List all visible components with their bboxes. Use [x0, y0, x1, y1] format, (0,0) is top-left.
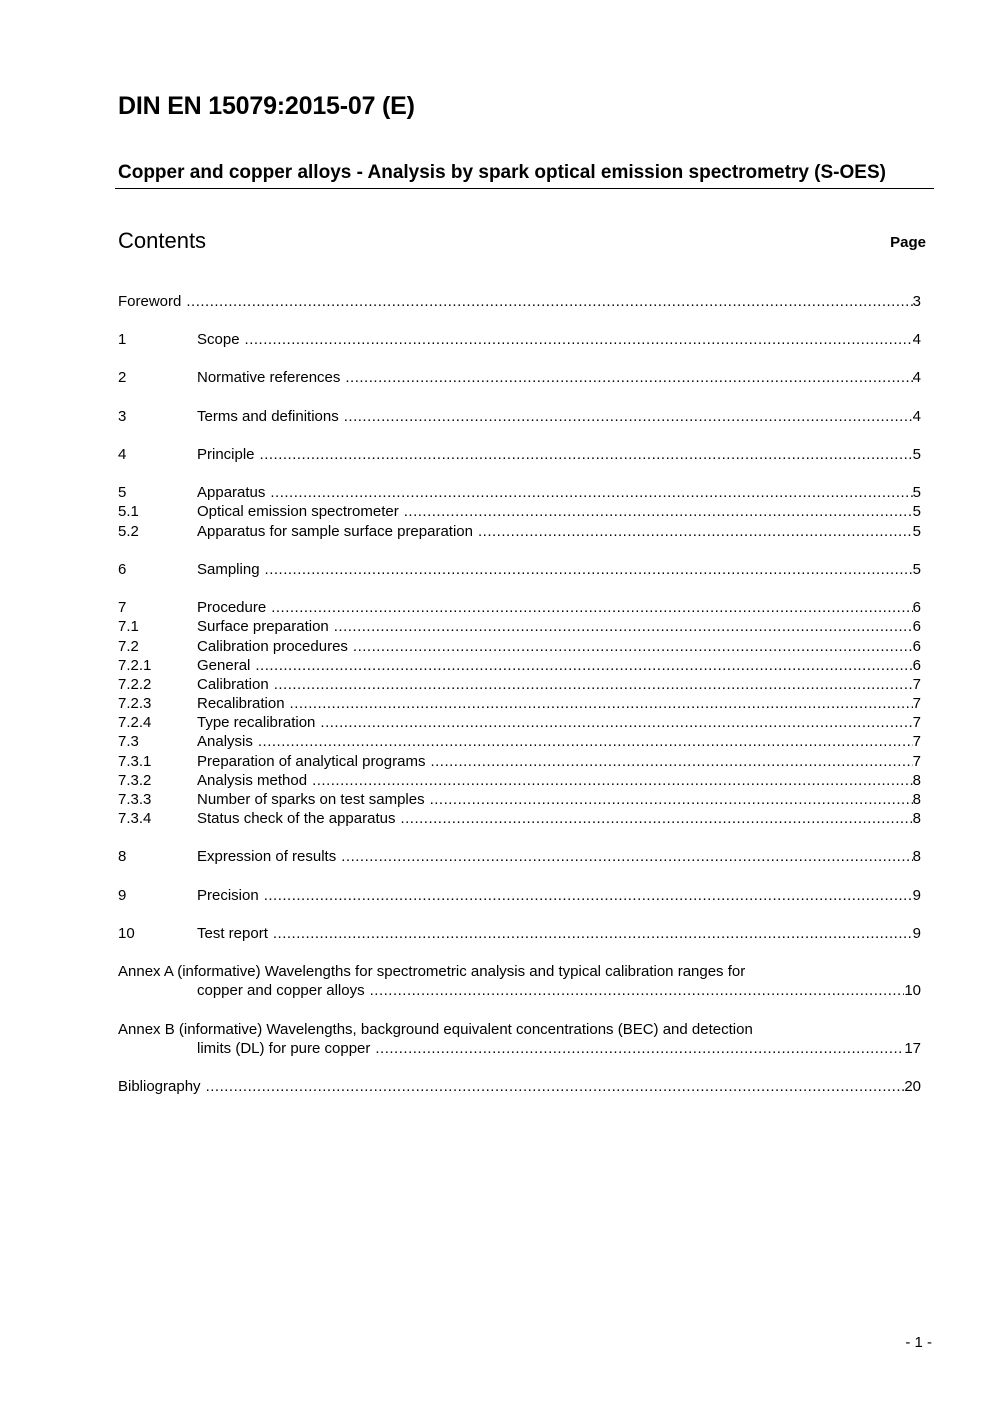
toc-number: 7.2 [118, 638, 139, 655]
toc-number: 5.2 [118, 523, 139, 540]
toc-leader [273, 924, 913, 943]
toc-label: Apparatus for sample surface preparation [197, 523, 473, 540]
toc-page: 8 [912, 848, 921, 865]
toc-leader [270, 483, 912, 502]
toc-number: 7.3.3 [118, 791, 152, 808]
toc-leader [334, 617, 913, 636]
toc-label: Sampling [197, 561, 260, 578]
toc-number: 10 [118, 925, 135, 942]
toc-label-continued: copper and copper alloys [197, 982, 365, 999]
toc-page: 5 [912, 561, 921, 578]
toc-entry-5-2[interactable] [118, 522, 921, 541]
toc-number: 7.2.3 [118, 695, 152, 712]
toc-label: Annex A (informative) Wavelengths for spectrometric analysis and typical calibration ranges for [118, 963, 746, 980]
toc-leader [274, 675, 913, 694]
toc-page: 5 [912, 446, 921, 463]
toc-page: 4 [912, 331, 921, 348]
toc-page: 7 [912, 733, 921, 750]
toc-page: 17 [904, 1040, 921, 1057]
toc-label: Status check of the apparatus [197, 810, 396, 827]
toc-page: 5 [912, 503, 921, 520]
toc-leader [370, 981, 905, 1000]
toc-page: 10 [904, 982, 921, 999]
toc-entry-6[interactable] [118, 560, 921, 579]
toc-label: Bibliography [118, 1078, 201, 1095]
toc-label: Apparatus [197, 484, 266, 501]
toc-page: 5 [912, 523, 921, 540]
document-id: DIN EN 15079:2015-07 (E) [118, 92, 415, 120]
toc-page: 8 [912, 772, 921, 789]
toc-label: Type recalibration [197, 714, 316, 731]
toc-page: 3 [912, 293, 921, 310]
toc-entry-7[interactable] [118, 598, 921, 617]
toc-label: Analysis [197, 733, 253, 750]
toc-number: 7.2.4 [118, 714, 152, 731]
toc-label: Scope [197, 331, 240, 348]
toc-leader [430, 752, 912, 771]
toc-entry-10[interactable] [118, 924, 921, 943]
page-number: - 1 - [905, 1334, 932, 1351]
toc-number: 7 [118, 599, 127, 616]
toc-label: General [197, 657, 251, 674]
toc-page: 20 [904, 1078, 921, 1095]
toc-leader [353, 637, 913, 656]
toc-label: Analysis method [197, 772, 308, 789]
toc-label: Optical emission spectrometer [197, 503, 399, 520]
toc-number: 2 [118, 369, 127, 386]
toc-entry-annex-a[interactable] [118, 962, 921, 1000]
toc-label: Precision [197, 887, 259, 904]
toc-number: 1 [118, 331, 127, 348]
toc-label: Test report [197, 925, 268, 942]
toc-entry-7-3-1[interactable] [118, 752, 921, 771]
toc-number: 8 [118, 848, 127, 865]
toc-number: 5 [118, 484, 127, 501]
toc-leader [312, 771, 913, 790]
toc-number: 7.3 [118, 733, 139, 750]
toc-leader [186, 292, 912, 311]
toc-leader [271, 598, 912, 617]
toc-leader [375, 1039, 904, 1058]
toc-page: 7 [912, 714, 921, 731]
toc-page: 8 [912, 810, 921, 827]
toc-entry-7-2-4[interactable] [118, 713, 921, 732]
toc-leader [290, 694, 913, 713]
toc-entry-5-1[interactable] [118, 502, 921, 521]
toc-leader [245, 330, 913, 349]
toc-entry-7-1[interactable] [118, 617, 921, 636]
toc-page: 4 [912, 369, 921, 386]
toc-page: 7 [912, 676, 921, 693]
toc-page: 5 [912, 484, 921, 501]
toc-entry-bibliography[interactable] [118, 1077, 921, 1096]
toc-page: 9 [912, 925, 921, 942]
toc-page: 4 [912, 408, 921, 425]
toc-leader [206, 1077, 905, 1096]
toc-number: 6 [118, 561, 127, 578]
toc-label: Number of sparks on test samples [197, 791, 425, 808]
toc-entry-7-3-3[interactable] [118, 790, 921, 809]
page-column-label: Page [890, 234, 926, 251]
toc-leader [345, 368, 912, 387]
toc-page: 7 [912, 695, 921, 712]
toc-page: 6 [912, 618, 921, 635]
toc-entry-7-2-1[interactable] [118, 656, 921, 675]
toc-number: 7.2.2 [118, 676, 152, 693]
toc-leader [344, 407, 913, 426]
toc-label: Calibration procedures [197, 638, 348, 655]
toc-entry-annex-b[interactable] [118, 1020, 921, 1058]
toc-label: Recalibration [197, 695, 285, 712]
toc-entry-1[interactable] [118, 330, 921, 349]
toc-leader [341, 847, 912, 866]
toc-label: Terms and definitions [197, 408, 339, 425]
toc-label: Expression of results [197, 848, 337, 865]
toc-label: Preparation of analytical programs [197, 753, 426, 770]
toc-label: Procedure [197, 599, 267, 616]
toc-leader [255, 656, 912, 675]
toc-number: 5.1 [118, 503, 139, 520]
toc-entry-7-3-4[interactable] [118, 809, 921, 828]
toc-page: 6 [912, 657, 921, 674]
toc-label-continued: limits (DL) for pure copper [197, 1040, 371, 1057]
toc-entry-7-3-2[interactable] [118, 771, 921, 790]
toc-leader [430, 790, 913, 809]
toc-entry-9[interactable] [118, 886, 921, 905]
toc-leader [320, 713, 912, 732]
toc-number: 7.3.4 [118, 810, 152, 827]
toc-entry-foreword[interactable] [118, 292, 921, 311]
toc-label: Calibration [197, 676, 269, 693]
toc-page: 8 [912, 791, 921, 808]
toc-label: Foreword [118, 293, 182, 310]
toc-leader [264, 886, 913, 905]
toc-page: 6 [912, 638, 921, 655]
toc-leader [265, 560, 913, 579]
toc-entry-4[interactable] [118, 445, 921, 464]
toc-leader [478, 522, 913, 541]
toc-label: Annex B (informative) Wavelengths, background equivalent concentrations (BEC) and detection [118, 1021, 753, 1038]
toc-number: 7.3.2 [118, 772, 152, 789]
toc-label: Principle [197, 446, 255, 463]
toc-entry-2[interactable] [118, 368, 921, 387]
toc-number: 7.2.1 [118, 657, 152, 674]
toc-entry-3[interactable] [118, 407, 921, 426]
toc-leader [258, 732, 913, 751]
toc-number: 4 [118, 446, 127, 463]
document-title: Copper and copper alloys - Analysis by spark optical emission spectrometry (S-OES) [118, 162, 886, 183]
toc-number: 3 [118, 408, 127, 425]
toc-entry-5[interactable] [118, 483, 921, 502]
toc-number: 7.3.1 [118, 753, 152, 770]
toc-entry-8[interactable] [118, 847, 921, 866]
toc-page: 9 [912, 887, 921, 904]
toc-page: 7 [912, 753, 921, 770]
toc-number: 9 [118, 887, 127, 904]
toc-entry-7-2-3[interactable] [118, 694, 921, 713]
toc-label: Surface preparation [197, 618, 329, 635]
toc-label: Normative references [197, 369, 341, 386]
toc-leader [260, 445, 913, 464]
toc-entry-7-2[interactable] [118, 637, 921, 656]
toc-leader [404, 502, 913, 521]
toc-entry-7-2-2[interactable] [118, 675, 921, 694]
toc-leader [400, 809, 912, 828]
contents-heading: Contents [118, 228, 207, 253]
toc-number: 7.1 [118, 618, 139, 635]
toc-entry-7-3[interactable] [118, 732, 921, 751]
toc-page: 6 [912, 599, 921, 616]
